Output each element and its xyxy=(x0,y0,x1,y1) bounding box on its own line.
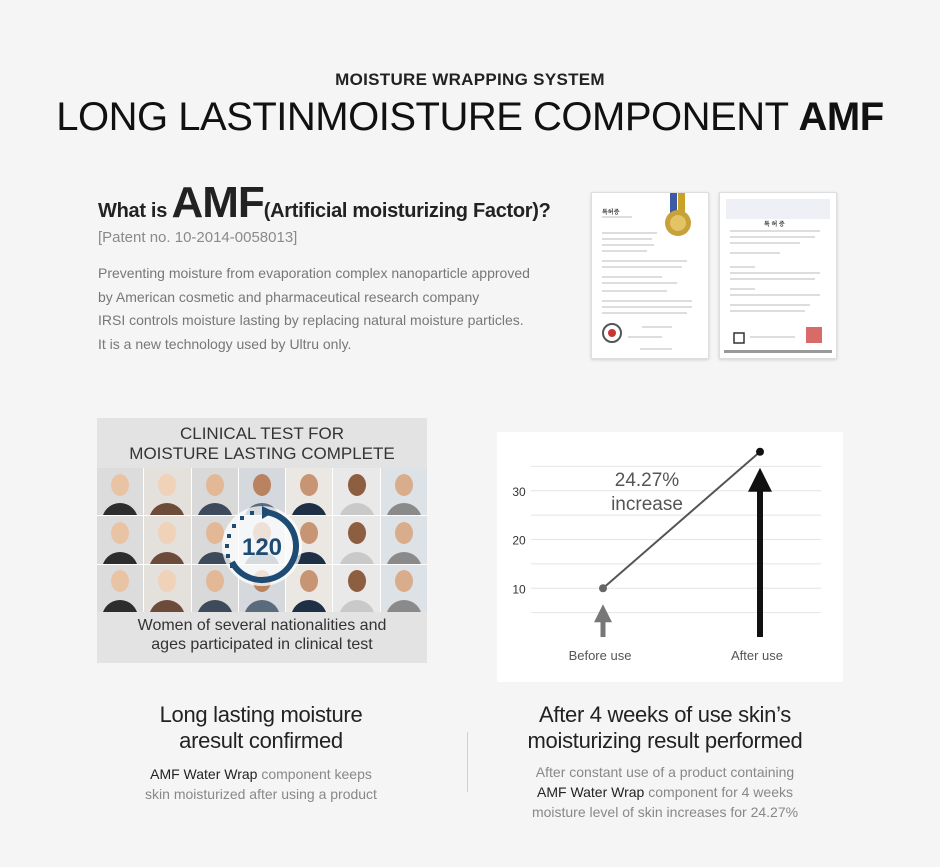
right-title-line: moisturizing result performed xyxy=(527,728,803,753)
description-line: Preventing moisture from evaporation complex nanoparticle approved xyxy=(98,265,530,281)
right-title-line: After 4 weeks of use skin’s xyxy=(539,702,791,727)
after-arrow-shaft xyxy=(757,484,763,637)
amf-label: AMF xyxy=(171,178,264,227)
amf-description xyxy=(98,262,530,356)
y-tick-label: 10 xyxy=(512,582,526,597)
participant-photo xyxy=(97,516,143,563)
clinical-title-line: MOISTURE LASTING COMPLETE xyxy=(129,444,395,463)
participant-photo xyxy=(381,468,427,515)
left-title-line: aresult confirmed xyxy=(179,728,343,753)
right-result-title xyxy=(480,702,850,754)
y-tick-label: 30 xyxy=(512,484,526,499)
column-divider xyxy=(467,732,468,792)
increase-annotation: 24.27% xyxy=(614,470,680,491)
participant-photo xyxy=(333,565,379,612)
amf-question xyxy=(98,178,551,228)
description-line: IRSI controls moisture lasting by replacing natural moisture particles. xyxy=(98,312,524,328)
data-point-before xyxy=(599,584,607,592)
right-text-rest: component for 4 weeks xyxy=(648,784,793,800)
participant-photo xyxy=(144,565,190,612)
certificate-graphic xyxy=(592,193,708,358)
clinical-caption xyxy=(97,616,427,654)
right-text-line xyxy=(480,782,850,802)
participant-photo xyxy=(97,468,143,515)
participant-photo xyxy=(333,468,379,515)
description-line: by American cosmetic and pharmaceutical research company xyxy=(98,288,480,305)
left-text-line: skin moisturized after using a product xyxy=(145,786,377,802)
clinical-caption-line: ages participated in clinical test xyxy=(151,636,373,653)
category-label: Before use xyxy=(568,648,632,663)
headline-amf: AMF xyxy=(798,95,884,139)
description-line: It is a new technology used by Ultru only. xyxy=(98,335,352,352)
left-text-rest: component keeps xyxy=(261,766,372,782)
category-label: After use xyxy=(730,648,784,663)
clinical-caption-line: Women of several nationalities and xyxy=(137,617,387,634)
clock-120-badge xyxy=(220,504,304,588)
headline-text: LONG LASTINMOISTURE COMPONENT xyxy=(56,95,789,139)
left-result-text xyxy=(98,764,424,804)
clinical-title-line: CLINICAL TEST FOR xyxy=(179,424,345,443)
left-result-title xyxy=(98,702,424,754)
participant-photo xyxy=(97,565,143,612)
right-result-text xyxy=(480,762,850,822)
main-headline xyxy=(0,95,940,140)
increase-annotation: increase xyxy=(611,494,683,515)
what-is-label: What is xyxy=(98,200,168,222)
amf-expansion: (Artificial moisturizing Factor)? xyxy=(263,200,551,222)
eyebrow-title: MOISTURE WRAPPING SYSTEM xyxy=(335,70,605,89)
moisture-chart-panel xyxy=(497,432,843,682)
patent-number: [Patent no. 10-2014-0058013] xyxy=(98,229,298,246)
after-arrow-head xyxy=(748,468,772,492)
participant-photo xyxy=(144,468,190,515)
participant-photo xyxy=(381,565,427,612)
moisture-chart xyxy=(497,432,843,682)
right-text-line: moisture level of skin increases for 24.27% xyxy=(531,804,799,820)
y-tick-label: 20 xyxy=(512,533,526,548)
amf-water-wrap-highlight: AMF Water Wrap xyxy=(150,766,258,782)
left-text-line xyxy=(98,764,424,784)
participant-photo xyxy=(333,516,379,563)
participant-photo xyxy=(381,516,427,563)
certificate-title: 특 허 증 xyxy=(764,222,785,228)
badge-number: 120 xyxy=(241,534,283,561)
certificate-graphic xyxy=(720,193,836,358)
patent-certificate-2 xyxy=(719,192,837,359)
right-text-line: After constant use of a product containing xyxy=(535,764,795,780)
data-point-after xyxy=(756,448,764,456)
clinical-test-panel xyxy=(97,418,427,663)
patent-certificate-1 xyxy=(591,192,709,359)
participant-photo xyxy=(144,516,190,563)
certificate-title: 특허증 xyxy=(602,210,620,216)
before-arrow-head xyxy=(594,604,612,622)
amf-water-wrap-highlight: AMF Water Wrap xyxy=(537,784,645,800)
left-title-line: Long lasting moisture xyxy=(159,702,363,727)
clinical-title xyxy=(97,424,427,464)
